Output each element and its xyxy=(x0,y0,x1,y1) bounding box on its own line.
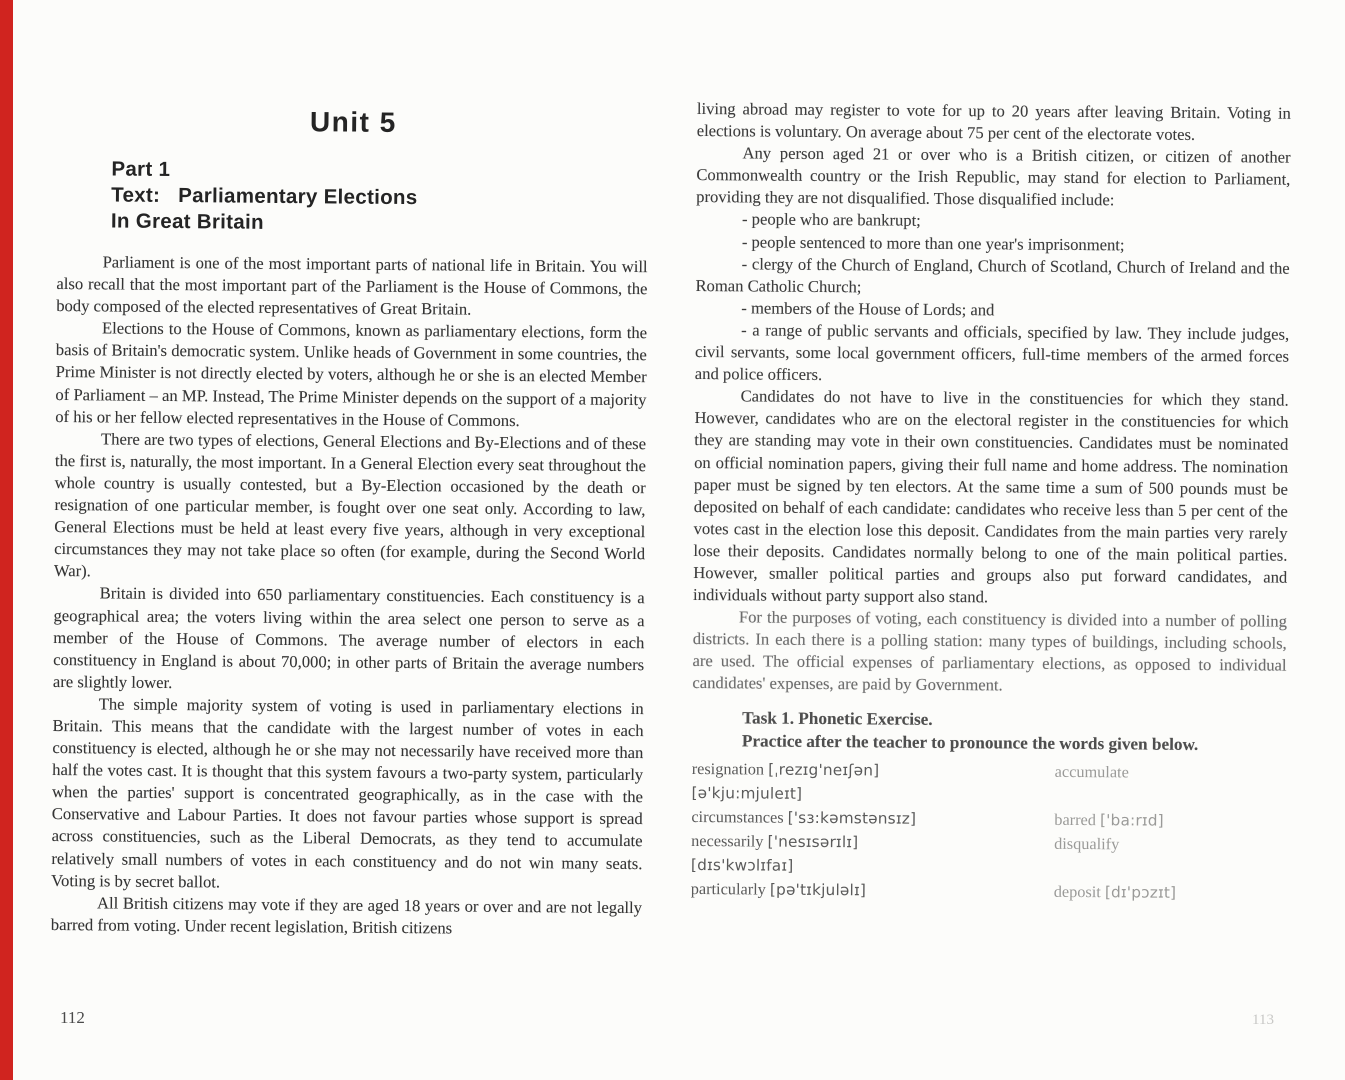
phonetic-entry xyxy=(1054,831,1285,857)
paragraph: Candidates do not have to live in the constituencies for which they stand. However, candidates who are on the electoral register in the constituencies for which they are standing may vote in their own constituencies. Candidates must be nominated on official nomination papers, giving their full name and home address. The nomination paper must be signed by ten electors. At the same time a sum of 500 pounds must be deposited on behalf of each candidate: candidates who receive less than 5 per cent of the votes cast in the election lose this deposit. Candidates from the main parties very rarely lose their deposits. Candidates normally belong to one of the main political parties. However, smaller political parties and groups also put forward candidates, and individuals without party support also stand. xyxy=(693,386,1289,607)
unit-title: Unit 5 xyxy=(309,106,397,138)
bullet-item: - people who are bankrupt; xyxy=(741,209,921,231)
phonetic-entry xyxy=(1054,783,1285,809)
phonetic-word: barred xyxy=(1054,809,1097,829)
phonetic-entry xyxy=(692,757,1055,784)
bullet-item: - clergy of the Church of England, Church of Scotland, Church of Ireland and the Roman Catholic Church; xyxy=(695,254,1290,297)
phonetic-transcription: [ˌrezɪg'neɪʃən] xyxy=(768,760,880,779)
paragraph: Elections to the House of Commons, known as parliamentary elections, form the basis of Britain's democratic system. Unlike heads of Government in some countries, the Prime Minister is not directly elected by voters, although he or she is an elected Member of Parliament – an MP. Instead, The Prime Minister depends on the support of a majority of his or her fellow elected representatives in the House of Commons. xyxy=(55,318,648,430)
phonetic-word: accumulate xyxy=(1054,761,1129,781)
phonetic-entry xyxy=(691,829,1054,856)
phonetic-transcription: [dɪ'pɔzɪt] xyxy=(1104,882,1177,902)
phonetic-entry xyxy=(1054,855,1285,881)
phonetic-word: deposit xyxy=(1053,881,1101,901)
part-heading-line-1: Part 1 xyxy=(111,157,171,181)
bullet-item: - a range of public servants and officials, specified by law. They include judges, civil servants, some local government officers, full-time members of the armed forces and police officers. xyxy=(694,320,1290,385)
part-heading-line-2: Text: Parliamentary Elections xyxy=(111,183,418,210)
phonetic-entry xyxy=(1055,759,1286,785)
bullet-item: - members of the House of Lords; and xyxy=(741,298,995,320)
phonetic-transcription: [ə'kju:mjuleɪt] xyxy=(691,783,803,803)
paragraph: The simple majority system of voting is used in parliamentary elections in Britain. This means that the candidate with the largest number of votes in each constituency is elected, although he or she may not necessarily have received more than half the votes cast. It is thought that this system favours a two-party system, particularly when the parties' support is concentrated geographically, as in the case with the Conservative and Labour Parties. It does not favour parties whose support is spread across constituencies, such as the Liberal Democrats, as they tend to accumulate relatively small numbers of votes in each constituency and do not win many seats. Voting is by secret ballot. xyxy=(51,694,644,892)
page-right xyxy=(691,98,1291,905)
phonetic-entry xyxy=(691,781,1054,808)
phonetic-word: circumstances xyxy=(691,806,784,827)
phonetic-entry xyxy=(1054,879,1285,905)
phonetic-entry xyxy=(691,805,1054,832)
paragraph: Britain is divided into 650 parliamentary constituencies. Each constituency is a geographical area; the voters living within the area select one person to serve as a member of the House of Commons. The average number of electors in each constituency in England is about 70,000; in other parts of Britain the average numbers are slightly lower. xyxy=(52,583,645,692)
phonetic-entry xyxy=(691,853,1054,880)
phonetic-entry xyxy=(1054,807,1285,833)
phonetic-word: resignation xyxy=(691,758,765,779)
part-heading-line-3: In Great Britain xyxy=(110,209,264,234)
scan-edge-strip xyxy=(0,0,13,1080)
phonetic-exercise xyxy=(691,757,1286,906)
page-number-left: 112 xyxy=(60,1008,85,1027)
phonetic-transcription: [dɪs'kwɔlɪfaɪ] xyxy=(690,855,794,875)
task-heading-block xyxy=(742,706,1286,756)
phonetic-transcription: ['sɜ:kəmstənsɪz] xyxy=(787,808,917,828)
phonetic-transcription: ['ba:rɪd] xyxy=(1099,810,1164,830)
phonetic-word: particularly xyxy=(690,878,766,899)
task-heading: Task 1. Phonetic Exercise. xyxy=(742,707,933,729)
left-page-body xyxy=(51,251,648,941)
phonetic-entry xyxy=(691,877,1054,904)
task-subheading: Practice after the teacher to pronounce the words given below. xyxy=(741,730,1199,754)
paragraph: living abroad may register to vote for up to 20 years after leaving Britain. Voting in elections is voluntary. On average about 75 per cent of the electorate votes. xyxy=(696,98,1291,145)
paragraph: Parliament is one of the most important parts of national life in Britain. You will also recall that the most important part of the Parliament is the House of Commons, the body composed of the elected representatives of Great Britain. xyxy=(56,252,648,319)
phonetic-row xyxy=(691,877,1285,906)
phonetic-word: disqualify xyxy=(1054,833,1120,853)
page-number-right: 113 xyxy=(1252,1012,1274,1028)
paragraph: For the purposes of voting, each constituency is divided into a number of polling districts. In each there is a polling station: many types of buildings, including schools, are used. The official expenses of parliamentary elections, as opposed to individual candidates' expenses, are paid by Government. xyxy=(692,607,1287,695)
phonetic-transcription: [pə'tɪkjuləlɪ] xyxy=(769,880,867,899)
bullet-item: - people sentenced to more than one year's imprisonment; xyxy=(741,231,1125,254)
phonetic-word: necessarily xyxy=(691,830,764,851)
paragraph: There are two types of elections, General Elections and By-Elections and of these the first is, naturally, the most important. In a General Election every seat throughout the whole country is usually contested, but a By-Election occasioned by the death or resignation of one particular member, is fought over one seat only. According to law, General Elections must be held at least every five years, although in very exceptional circumstances they may not take place so often (for example, during the Second World War). xyxy=(53,429,647,581)
paragraph: All British citizens may vote if they are aged 18 years or over and are not legally barred from voting. Under recent legislation, British citizens xyxy=(50,893,643,938)
page-left xyxy=(51,104,649,941)
paragraph: Any person aged 21 or over who is a British citizen, or citizen of another Commonwealth country or the Irish Republic, may stand for election to Parliament, providing they are not disqualified. Those disqualified include: xyxy=(696,143,1291,210)
phonetic-transcription: ['nesɪsərɪlɪ] xyxy=(767,832,859,851)
part-heading xyxy=(111,156,649,239)
